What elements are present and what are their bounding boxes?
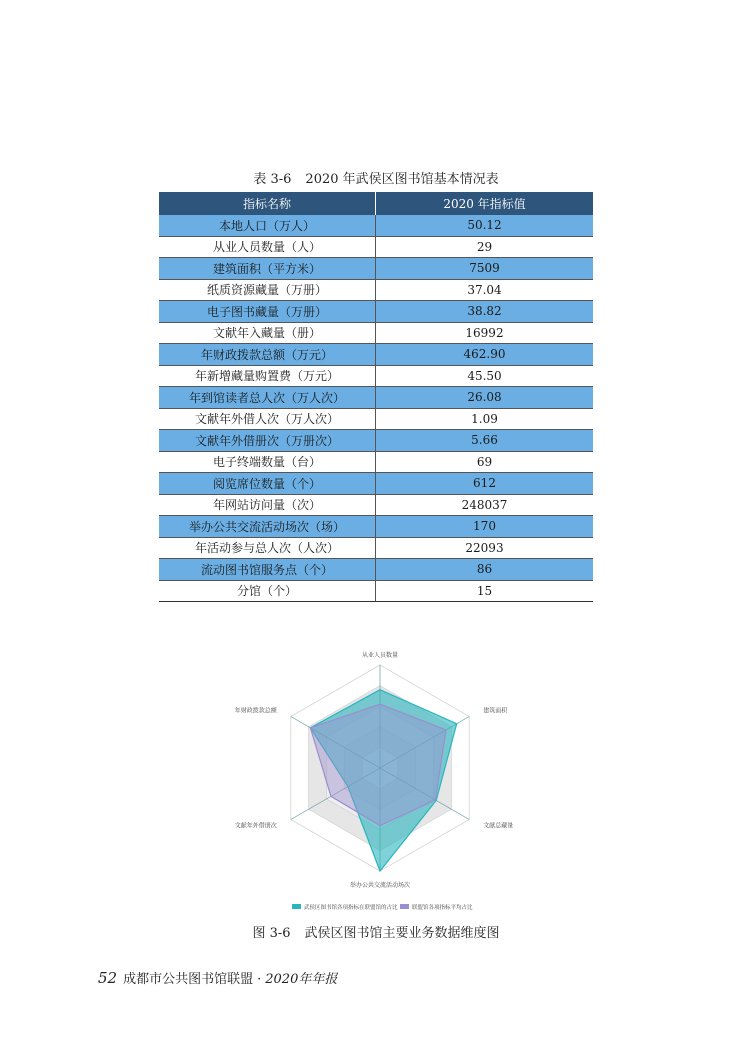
figure-number: 图 3-6 <box>252 926 291 941</box>
table-row <box>159 387 593 409</box>
table-body <box>159 215 593 602</box>
indicator-value-cell: 5.66 <box>376 430 594 452</box>
footer-publisher: 成都市公共图书馆联盟 <box>123 972 254 987</box>
indicator-value-cell: 612 <box>376 473 594 495</box>
legend-label: 武侯区图书馆各项指标在联盟馆的占比 <box>304 905 398 911</box>
indicator-name-cell: 阅览席位数量（个） <box>159 473 376 495</box>
indicator-value-cell: 26.08 <box>376 387 594 409</box>
table-header-row <box>159 192 593 215</box>
table-row <box>159 322 593 344</box>
indicator-value-cell: 29 <box>376 236 594 258</box>
indicator-name-cell: 从业人员数量（人） <box>159 236 376 258</box>
indicator-value-cell: 7509 <box>376 258 594 280</box>
legend-swatch <box>400 904 409 909</box>
indicator-name-cell: 文献年外借人次（万人次） <box>159 408 376 430</box>
indicator-name-cell: 电子终端数量（台） <box>159 451 376 473</box>
indicator-value-cell: 50.12 <box>376 215 594 236</box>
table-row <box>159 215 593 236</box>
radar-axis-label: 举办公共交流活动场次 <box>349 882 411 889</box>
indicator-value-cell: 248037 <box>376 494 594 516</box>
radar-axis-label: 从业人员数量 <box>361 652 399 659</box>
table-row <box>159 301 593 323</box>
page-number: 52 <box>98 969 118 987</box>
indicator-value-cell: 69 <box>376 451 594 473</box>
table-row <box>159 408 593 430</box>
table-row <box>159 430 593 452</box>
table-row <box>159 365 593 387</box>
indicator-name-cell: 本地人口（万人） <box>159 215 376 236</box>
indicator-value-cell: 38.82 <box>376 301 594 323</box>
indicator-value-cell: 37.04 <box>376 279 594 301</box>
radar-axis-label: 年财政拨款总额 <box>234 707 277 715</box>
table-row <box>159 580 593 602</box>
library-stats-table <box>159 192 593 602</box>
indicator-name-cell: 文献年入藏量（册） <box>159 322 376 344</box>
table-row <box>159 236 593 258</box>
indicator-value-cell: 170 <box>376 516 594 538</box>
indicator-value-cell: 15 <box>376 580 594 602</box>
indicator-name-cell: 流动图书馆服务点（个） <box>159 559 376 581</box>
table-row <box>159 537 593 559</box>
radar-axis-label: 建筑面积 <box>483 707 508 715</box>
indicator-name-cell: 纸质资源藏量（万册） <box>159 279 376 301</box>
figure-caption <box>0 922 752 941</box>
indicator-value-cell: 45.50 <box>376 365 594 387</box>
legend-label: 联盟馆各项指标平均占比 <box>412 905 473 911</box>
indicator-value-cell: 16992 <box>376 322 594 344</box>
indicator-name-cell: 年网站访问量（次） <box>159 494 376 516</box>
legend-swatch <box>292 904 301 909</box>
header-indicator-name: 指标名称 <box>159 192 376 215</box>
table-row <box>159 344 593 366</box>
table-row <box>159 559 593 581</box>
table-title <box>0 168 752 187</box>
indicator-name-cell: 文献年外借册次（万册次） <box>159 430 376 452</box>
footer-separator: · <box>257 972 262 987</box>
table-row <box>159 494 593 516</box>
radar-chart-svg <box>200 620 560 920</box>
table-row <box>159 258 593 280</box>
table-row <box>159 279 593 301</box>
indicator-name-cell: 建筑面积（平方米） <box>159 258 376 280</box>
indicator-value-cell: 462.90 <box>376 344 594 366</box>
footer-report: 2020年年报 <box>265 972 338 987</box>
indicator-name-cell: 年财政拨款总额（万元） <box>159 344 376 366</box>
indicator-name-cell: 举办公共交流活动场次（场） <box>159 516 376 538</box>
table-row <box>159 516 593 538</box>
table-title-text: 2020 年武侯区图书馆基本情况表 <box>305 172 499 187</box>
radar-axis-label: 文献总藏量 <box>483 822 514 830</box>
indicator-value-cell: 86 <box>376 559 594 581</box>
table-row <box>159 473 593 495</box>
indicator-name-cell: 年活动参与总人次（人次） <box>159 537 376 559</box>
table-row <box>159 451 593 473</box>
radar-chart <box>200 620 560 920</box>
indicator-name-cell: 分馆（个） <box>159 580 376 602</box>
indicator-value-cell: 1.09 <box>376 408 594 430</box>
radar-axis-label: 文献年外借册次 <box>234 822 277 830</box>
header-indicator-value: 2020 年指标值 <box>376 192 594 215</box>
indicator-name-cell: 电子图书藏量（万册） <box>159 301 376 323</box>
page-footer <box>98 968 337 987</box>
indicator-value-cell: 22093 <box>376 537 594 559</box>
table-number: 表 3-6 <box>253 172 292 187</box>
figure-title: 武侯区图书馆主要业务数据维度图 <box>304 926 500 941</box>
indicator-name-cell: 年新增藏量购置费（万元） <box>159 365 376 387</box>
indicator-name-cell: 年到馆读者总人次（万人次） <box>159 387 376 409</box>
